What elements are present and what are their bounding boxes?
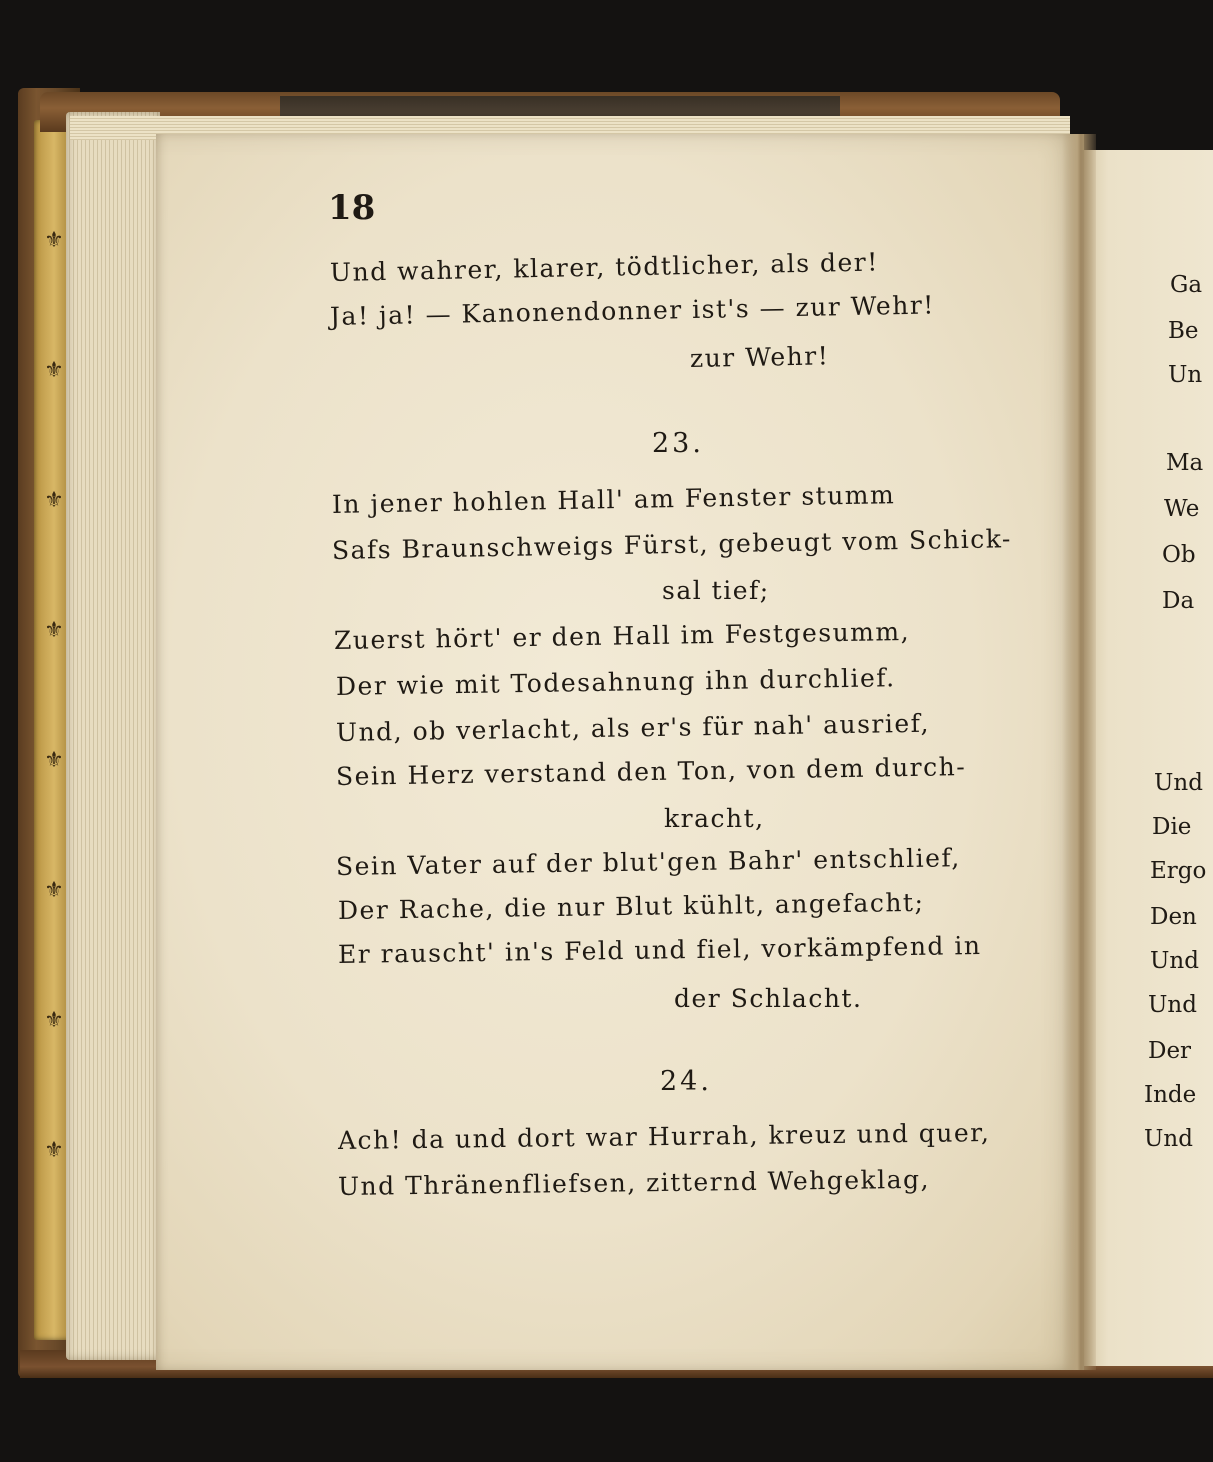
page-edges: [66, 112, 160, 1360]
verse-line: Sein Herz verstand den Ton, von dem durch-: [335, 752, 967, 791]
verse-line: Sein Vater auf der blut'gen Bahr' entschlief,: [335, 843, 961, 881]
book-gutter: [1062, 134, 1096, 1370]
stanza-number: 23.: [652, 428, 704, 459]
verse-line: In jener hohlen Hall' am Fenster stumm: [331, 480, 896, 519]
facing-page-word: Inde: [1144, 1082, 1197, 1108]
facing-page-word: Die: [1152, 814, 1192, 840]
stanza-number: 24.: [660, 1066, 712, 1097]
verse-line: Und Thränenfliefsen, zitternd Wehgeklag,: [337, 1164, 931, 1201]
facing-page-word: Ergo: [1150, 858, 1207, 884]
verse-line: Ja! ja! — Kanonendonner ist's — zur Wehr!: [329, 290, 936, 331]
facing-page-word: We: [1164, 496, 1200, 522]
facing-page-word: Ob: [1162, 542, 1196, 568]
facing-page-word: Den: [1150, 904, 1197, 930]
spine-ornament-icon: ⚜: [44, 358, 64, 383]
spine-ornament-icon: ⚜: [44, 1008, 64, 1033]
facing-page-word: Und: [1148, 992, 1197, 1018]
verse-line: sal tief;: [662, 576, 770, 605]
verse-line: kracht,: [664, 804, 765, 833]
page-number: 18: [328, 188, 376, 228]
facing-page-word: Und: [1154, 770, 1203, 796]
facing-page-word: Da: [1162, 588, 1195, 614]
spine-ornament-icon: ⚜: [44, 488, 64, 513]
spine-ornament-icon: ⚜: [44, 748, 64, 773]
facing-page-word: Der: [1148, 1038, 1192, 1064]
facing-page-word: Ma: [1166, 450, 1204, 476]
spine-ornament-icon: ⚜: [44, 878, 64, 903]
verse-line: der Schlacht.: [674, 984, 863, 1013]
verse-line: Und, ob verlacht, als er's für nah' ausrief,: [335, 708, 931, 747]
verse-line: Und wahrer, klarer, tödtlicher, als der!: [329, 247, 880, 287]
verse-line: Der Rache, die nur Blut kühlt, angefacht;: [337, 887, 925, 925]
verse-line: Der wie mit Todesahnung ihn durchlief.: [335, 663, 896, 701]
verse-line: Er rauscht' in's Feld und fiel, vorkämpfend in: [337, 931, 982, 969]
verse-line: zur Wehr!: [689, 341, 830, 373]
facing-page-word: Ga: [1170, 272, 1203, 298]
verse-line: Safs Braunschweigs Fürst, gebeugt vom Schick-: [331, 524, 1013, 565]
spine-ornament-icon: ⚜: [44, 1138, 64, 1163]
facing-page-word: Und: [1144, 1126, 1193, 1152]
verse-line: Ach! da und dort war Hurrah, kreuz und quer,: [337, 1118, 991, 1155]
verse-line: Zuerst hört' er den Hall im Festgesumm,: [333, 616, 911, 655]
facing-page-word: Un: [1168, 362, 1203, 388]
facing-page-word: Und: [1150, 948, 1199, 974]
spine-ornament-icon: ⚜: [44, 228, 64, 253]
spine-ornament-icon: ⚜: [44, 618, 64, 643]
facing-page: [1082, 150, 1213, 1366]
facing-page-word: Be: [1168, 318, 1199, 344]
